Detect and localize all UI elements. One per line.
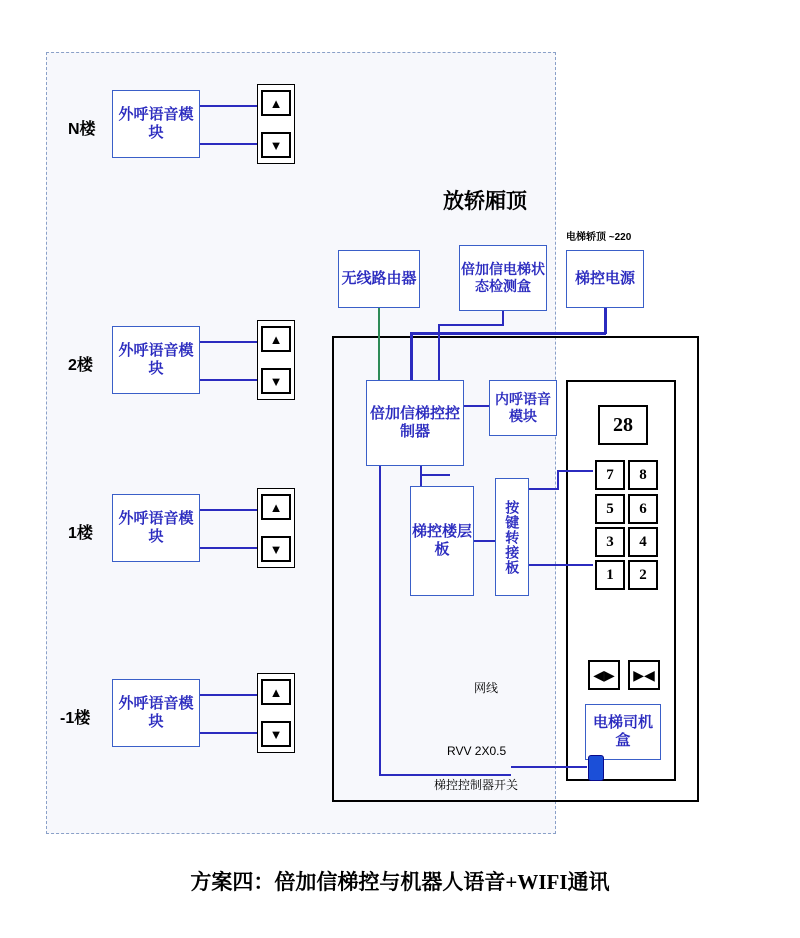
key-adapter-board-box [495,478,529,596]
car-button-1[interactable]: 1 [595,560,625,590]
wire-2-down [200,379,258,381]
controller-switch-label: 梯控控制器开关 [434,778,519,792]
wire-n-down [200,143,258,145]
floor-label-n: N楼 [68,121,96,138]
figure-title: 方案四：倍加信梯控与机器人语音+WIFI通讯 [190,870,610,894]
outcall-voice-module-2 [112,326,200,394]
outcall-voice-module-b1 [112,679,200,747]
wire-status-left [438,324,504,326]
wire-1-down [200,547,258,549]
wire-power-to-controller [410,332,413,380]
wire-power-bus [410,332,606,335]
car-button-4[interactable]: 4 [628,527,658,557]
key-adapter-board-label: 按键转接板 [504,499,521,575]
network-cable-label: 网线 [474,681,499,695]
wire-b1-up [200,694,258,696]
wireless-router-label: 无线路由器 [341,270,417,288]
wire-controller-to-inner-voice [464,405,490,407]
outcall-voice-module-1-label: 外呼语音模块 [118,510,194,545]
call-up-button-n[interactable]: ▲ [261,90,291,116]
wire-2-up [200,341,258,343]
wire-power-down [604,308,607,334]
outcall-voice-module-1 [112,494,200,562]
controller-switch-indicator[interactable] [588,755,604,781]
wire-floorboard-to-adapter [474,540,496,542]
floor-board-box [410,486,474,596]
car-button-5[interactable]: 5 [595,494,625,524]
inner-voice-module-box [489,380,557,436]
wire-router-to-controller [378,308,380,380]
wire-n-up [200,105,258,107]
call-buttons-n[interactable] [257,84,295,164]
elevator-driver-box [585,704,661,760]
wire-adapter-to-buttons-bottom [529,564,593,566]
wire-controller-bus-vertical [379,466,381,776]
car-floor-display: 28 [598,405,648,445]
outcall-voice-module-n [112,90,200,158]
call-buttons-2[interactable] [257,320,295,400]
call-up-button-2[interactable]: ▲ [261,326,291,352]
door-open-button[interactable]: ◀▶ [588,660,620,690]
call-down-button-2[interactable]: ▼ [261,368,291,394]
wire-adapter-to-buttons-top [557,470,593,472]
call-down-button-b1[interactable]: ▼ [261,721,291,747]
elevator-status-box [459,245,547,311]
wire-status-down [502,311,504,325]
call-down-button-1[interactable]: ▼ [261,536,291,562]
wire-adapter-top [529,488,559,490]
car-button-3[interactable]: 3 [595,527,625,557]
call-buttons-b1[interactable] [257,673,295,753]
elevator-status-box-label: 倍加信电梯状态检测盒 [461,261,545,294]
car-button-6[interactable]: 6 [628,494,658,524]
call-buttons-1[interactable] [257,488,295,568]
power-note: 电梯轿顶 ~220 [566,232,632,243]
call-down-button-n[interactable]: ▼ [261,132,291,158]
wire-1-up [200,509,258,511]
wire-b1-down [200,732,258,734]
floor-label-2: 2楼 [68,357,93,374]
car-button-8[interactable]: 8 [628,460,658,490]
call-up-button-b1[interactable]: ▲ [261,679,291,705]
elevator-power-label: 梯控电源 [574,270,635,288]
call-up-button-1[interactable]: ▲ [261,494,291,520]
floor-label-b1: -1楼 [60,710,91,727]
wireless-router-box [338,250,420,308]
wire-controller-to-floorboard [420,466,422,488]
elevator-controller-label: 倍加信梯控控制器 [369,405,460,440]
outcall-voice-module-n-label: 外呼语音模块 [118,106,194,141]
wire-switch-to-driverbox [511,766,587,768]
car-button-2[interactable]: 2 [628,560,658,590]
outcall-voice-module-b1-label: 外呼语音模块 [118,695,194,730]
floor-board-label: 梯控楼层板 [411,523,472,558]
door-close-button[interactable]: ▶◀ [628,660,660,690]
inner-voice-module-label: 内呼语音模块 [495,391,551,424]
car-button-7[interactable]: 7 [595,460,625,490]
section-heading: 放轿厢顶 [443,190,527,213]
wire-adapter-top-v [557,470,559,490]
wire-controller-to-floorboard-h [420,474,450,476]
elevator-driver-box-label: 电梯司机盒 [592,714,653,749]
elevator-controller-box [366,380,464,466]
rvv-cable-label: RVV 2X0.5 [447,744,507,758]
elevator-power-box [566,250,644,308]
outcall-voice-module-2-label: 外呼语音模块 [118,342,194,377]
floor-label-1: 1楼 [68,525,93,542]
